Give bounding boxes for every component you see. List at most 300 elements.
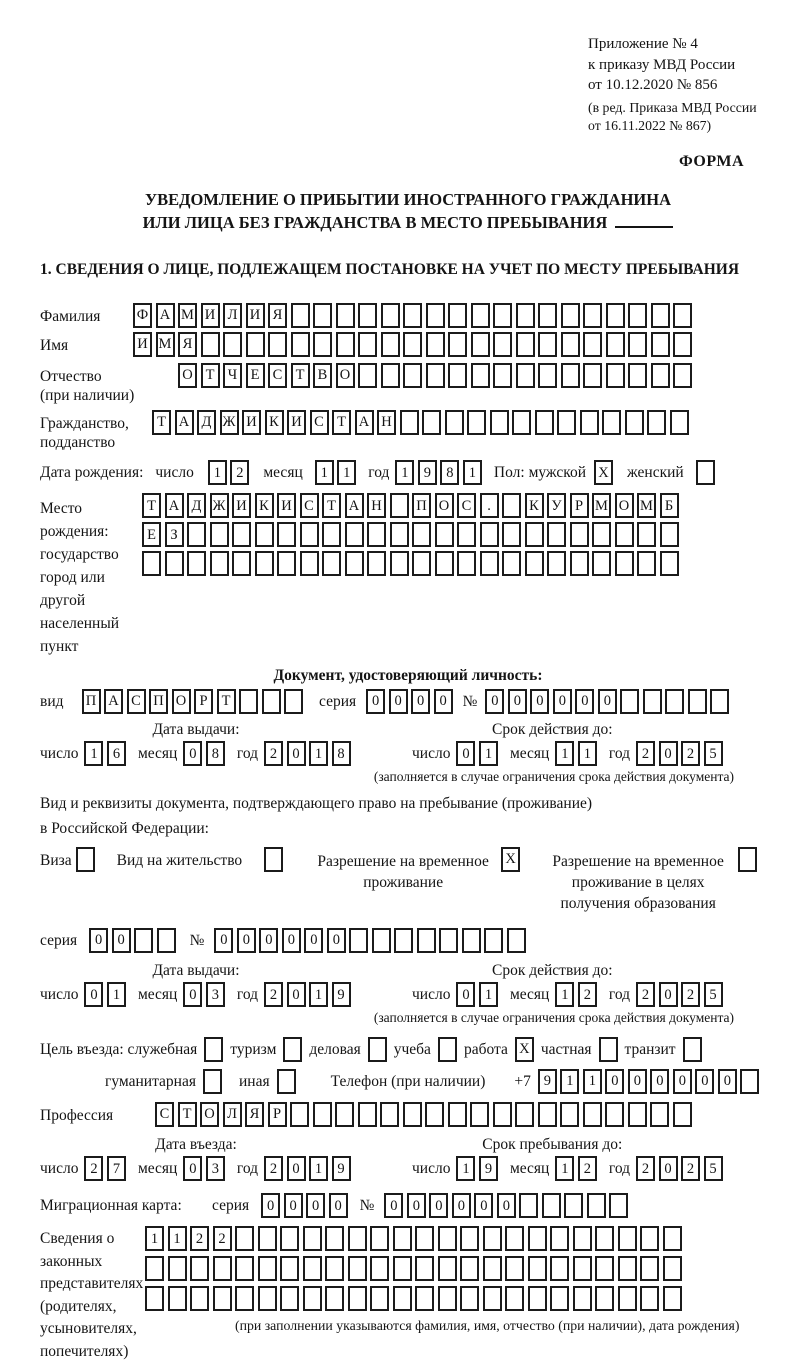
form-cell[interactable] bbox=[426, 363, 445, 388]
form-cell[interactable]: О bbox=[435, 493, 454, 518]
form-cell[interactable] bbox=[471, 363, 490, 388]
form-cell[interactable]: Р bbox=[268, 1102, 287, 1127]
form-cell[interactable] bbox=[438, 1037, 457, 1062]
form-cell[interactable]: 0 bbox=[112, 928, 131, 953]
form-cell[interactable] bbox=[538, 303, 557, 328]
purpose-transit-checkbox[interactable] bbox=[683, 1037, 702, 1062]
form-cell[interactable] bbox=[620, 689, 639, 714]
migration-series-cells[interactable] bbox=[261, 1193, 348, 1218]
form-cell[interactable] bbox=[258, 1226, 277, 1251]
residence-expiry-month[interactable] bbox=[555, 982, 597, 1007]
form-cell[interactable] bbox=[348, 1226, 367, 1251]
form-cell[interactable] bbox=[381, 303, 400, 328]
form-cell[interactable]: П bbox=[82, 689, 101, 714]
form-cell[interactable] bbox=[336, 303, 355, 328]
id-issue-month[interactable] bbox=[183, 741, 225, 766]
form-cell[interactable] bbox=[651, 303, 670, 328]
form-cell[interactable]: 1 bbox=[578, 741, 597, 766]
form-cell[interactable] bbox=[165, 551, 184, 576]
form-cell[interactable] bbox=[204, 1037, 223, 1062]
form-cell[interactable] bbox=[390, 522, 409, 547]
purpose-private-checkbox[interactable] bbox=[599, 1037, 618, 1062]
form-cell[interactable] bbox=[740, 1069, 759, 1094]
form-cell[interactable] bbox=[393, 1286, 412, 1311]
representatives-cells-2[interactable] bbox=[145, 1256, 739, 1281]
form-cell[interactable]: 0 bbox=[214, 928, 233, 953]
form-cell[interactable] bbox=[535, 410, 554, 435]
form-cell[interactable]: М bbox=[178, 303, 197, 328]
form-cell[interactable]: 5 bbox=[704, 1156, 723, 1181]
form-cell[interactable]: 0 bbox=[237, 928, 256, 953]
form-cell[interactable]: М bbox=[637, 493, 656, 518]
form-cell[interactable]: 0 bbox=[456, 741, 475, 766]
form-cell[interactable]: 1 bbox=[309, 982, 328, 1007]
form-cell[interactable] bbox=[484, 928, 503, 953]
form-cell[interactable]: Т bbox=[201, 363, 220, 388]
form-cell[interactable] bbox=[673, 363, 692, 388]
form-cell[interactable] bbox=[370, 1226, 389, 1251]
form-cell[interactable]: 0 bbox=[84, 982, 103, 1007]
form-cell[interactable]: 0 bbox=[282, 928, 301, 953]
form-cell[interactable]: 0 bbox=[434, 689, 453, 714]
form-cell[interactable] bbox=[628, 303, 647, 328]
form-cell[interactable] bbox=[268, 332, 287, 357]
form-cell[interactable] bbox=[640, 1286, 659, 1311]
form-cell[interactable] bbox=[76, 847, 95, 872]
form-cell[interactable]: И bbox=[246, 303, 265, 328]
form-cell[interactable] bbox=[493, 363, 512, 388]
form-cell[interactable]: Р bbox=[570, 493, 589, 518]
form-cell[interactable]: 0 bbox=[287, 982, 306, 1007]
form-cell[interactable] bbox=[381, 332, 400, 357]
form-cell[interactable]: 7 bbox=[107, 1156, 126, 1181]
form-cell[interactable]: С bbox=[457, 493, 476, 518]
form-cell[interactable] bbox=[618, 1256, 637, 1281]
residence-series-cells[interactable] bbox=[89, 928, 176, 953]
form-cell[interactable]: 5 bbox=[704, 982, 723, 1007]
form-cell[interactable] bbox=[412, 551, 431, 576]
purpose-tourism-checkbox[interactable] bbox=[283, 1037, 302, 1062]
form-cell[interactable] bbox=[367, 551, 386, 576]
form-cell[interactable]: 1 bbox=[479, 982, 498, 1007]
name-cells[interactable] bbox=[133, 332, 692, 357]
form-cell[interactable]: 0 bbox=[407, 1193, 426, 1218]
form-cell[interactable] bbox=[394, 928, 413, 953]
representatives-cells-3[interactable] bbox=[145, 1286, 739, 1311]
form-cell[interactable] bbox=[422, 410, 441, 435]
form-cell[interactable] bbox=[438, 1226, 457, 1251]
form-cell[interactable]: Н bbox=[377, 410, 396, 435]
form-cell[interactable] bbox=[313, 303, 332, 328]
form-cell[interactable] bbox=[688, 689, 707, 714]
form-cell[interactable]: С bbox=[155, 1102, 174, 1127]
form-cell[interactable]: О bbox=[336, 363, 355, 388]
form-cell[interactable]: И bbox=[277, 493, 296, 518]
form-cell[interactable] bbox=[609, 1193, 628, 1218]
form-cell[interactable] bbox=[448, 332, 467, 357]
form-cell[interactable] bbox=[542, 1193, 561, 1218]
form-cell[interactable]: 0 bbox=[389, 689, 408, 714]
form-cell[interactable] bbox=[358, 332, 377, 357]
form-cell[interactable]: 1 bbox=[84, 741, 103, 766]
form-cell[interactable] bbox=[570, 551, 589, 576]
form-cell[interactable] bbox=[370, 1256, 389, 1281]
form-cell[interactable]: 2 bbox=[190, 1226, 209, 1251]
id-doc-series-cells[interactable] bbox=[366, 689, 453, 714]
form-cell[interactable] bbox=[322, 522, 341, 547]
form-cell[interactable] bbox=[246, 332, 265, 357]
form-cell[interactable] bbox=[303, 1226, 322, 1251]
form-cell[interactable]: Т bbox=[291, 363, 310, 388]
form-cell[interactable]: И bbox=[201, 303, 220, 328]
migration-number-cells[interactable] bbox=[384, 1193, 628, 1218]
form-cell[interactable] bbox=[348, 1286, 367, 1311]
form-cell[interactable]: З bbox=[165, 522, 184, 547]
form-cell[interactable] bbox=[573, 1256, 592, 1281]
form-cell[interactable] bbox=[460, 1286, 479, 1311]
form-cell[interactable]: 0 bbox=[89, 928, 108, 953]
form-cell[interactable] bbox=[615, 551, 634, 576]
form-cell[interactable] bbox=[480, 522, 499, 547]
purpose-work-checkbox[interactable] bbox=[515, 1037, 534, 1062]
form-cell[interactable] bbox=[290, 1102, 309, 1127]
form-cell[interactable] bbox=[277, 551, 296, 576]
form-cell[interactable] bbox=[370, 1286, 389, 1311]
birth-place-cells-1[interactable] bbox=[142, 493, 679, 518]
form-cell[interactable] bbox=[403, 1102, 422, 1127]
form-cell[interactable] bbox=[380, 1102, 399, 1127]
form-cell[interactable] bbox=[358, 303, 377, 328]
form-cell[interactable]: 1 bbox=[315, 460, 334, 485]
form-cell[interactable] bbox=[223, 332, 242, 357]
form-cell[interactable]: О bbox=[178, 363, 197, 388]
form-cell[interactable] bbox=[570, 522, 589, 547]
form-cell[interactable]: 2 bbox=[681, 1156, 700, 1181]
form-cell[interactable] bbox=[435, 522, 454, 547]
form-cell[interactable] bbox=[528, 1286, 547, 1311]
residence-issue-day[interactable] bbox=[84, 982, 126, 1007]
form-cell[interactable]: 0 bbox=[259, 928, 278, 953]
form-cell[interactable] bbox=[493, 303, 512, 328]
form-cell[interactable] bbox=[325, 1286, 344, 1311]
form-cell[interactable] bbox=[368, 1037, 387, 1062]
birth-day-cells[interactable] bbox=[208, 460, 250, 485]
form-cell[interactable] bbox=[595, 1226, 614, 1251]
form-cell[interactable]: Я bbox=[245, 1102, 264, 1127]
form-cell[interactable] bbox=[618, 1286, 637, 1311]
form-cell[interactable] bbox=[235, 1226, 254, 1251]
form-cell[interactable]: 1 bbox=[168, 1226, 187, 1251]
id-doc-type-cells[interactable] bbox=[82, 689, 304, 714]
form-cell[interactable] bbox=[561, 332, 580, 357]
form-cell[interactable]: 1 bbox=[395, 460, 414, 485]
form-cell[interactable]: 0 bbox=[304, 928, 323, 953]
form-cell[interactable]: 0 bbox=[429, 1193, 448, 1218]
birth-year-cells[interactable] bbox=[395, 460, 482, 485]
stay-day[interactable] bbox=[456, 1156, 498, 1181]
form-cell[interactable]: 8 bbox=[332, 741, 351, 766]
form-cell[interactable]: 1 bbox=[337, 460, 356, 485]
form-cell[interactable]: 0 bbox=[474, 1193, 493, 1218]
form-cell[interactable] bbox=[595, 1256, 614, 1281]
form-cell[interactable] bbox=[435, 551, 454, 576]
form-cell[interactable] bbox=[448, 363, 467, 388]
form-cell[interactable] bbox=[483, 1286, 502, 1311]
form-cell[interactable] bbox=[426, 303, 445, 328]
form-cell[interactable] bbox=[258, 1286, 277, 1311]
form-cell[interactable] bbox=[606, 363, 625, 388]
form-cell[interactable]: И bbox=[232, 493, 251, 518]
form-cell[interactable] bbox=[515, 1102, 534, 1127]
entry-year[interactable] bbox=[264, 1156, 351, 1181]
form-cell[interactable] bbox=[660, 522, 679, 547]
form-cell[interactable]: А bbox=[156, 303, 175, 328]
form-cell[interactable]: Т bbox=[178, 1102, 197, 1127]
form-cell[interactable] bbox=[303, 1286, 322, 1311]
form-cell[interactable] bbox=[628, 1102, 647, 1127]
form-cell[interactable] bbox=[448, 1102, 467, 1127]
form-cell[interactable] bbox=[439, 928, 458, 953]
form-cell[interactable] bbox=[426, 332, 445, 357]
visa-checkbox[interactable] bbox=[76, 847, 95, 872]
form-cell[interactable]: Е bbox=[142, 522, 161, 547]
purpose-other-checkbox[interactable] bbox=[277, 1069, 296, 1094]
form-cell[interactable] bbox=[313, 332, 332, 357]
form-cell[interactable]: 0 bbox=[659, 1156, 678, 1181]
form-cell[interactable] bbox=[372, 928, 391, 953]
form-cell[interactable] bbox=[400, 410, 419, 435]
form-cell[interactable] bbox=[561, 303, 580, 328]
form-cell[interactable] bbox=[457, 551, 476, 576]
form-cell[interactable]: П bbox=[149, 689, 168, 714]
form-cell[interactable] bbox=[583, 303, 602, 328]
form-cell[interactable]: У bbox=[547, 493, 566, 518]
form-cell[interactable] bbox=[696, 460, 715, 485]
purpose-humanitarian-checkbox[interactable] bbox=[203, 1069, 222, 1094]
form-cell[interactable]: 1 bbox=[309, 741, 328, 766]
residence-number-cells[interactable] bbox=[214, 928, 526, 953]
form-cell[interactable] bbox=[547, 551, 566, 576]
form-cell[interactable]: 1 bbox=[560, 1069, 579, 1094]
form-cell[interactable] bbox=[277, 1069, 296, 1094]
form-cell[interactable] bbox=[168, 1286, 187, 1311]
form-cell[interactable]: 2 bbox=[636, 741, 655, 766]
form-cell[interactable] bbox=[335, 1102, 354, 1127]
id-expiry-year[interactable] bbox=[636, 741, 723, 766]
form-cell[interactable] bbox=[358, 363, 377, 388]
form-cell[interactable]: 0 bbox=[598, 689, 617, 714]
form-cell[interactable]: 1 bbox=[309, 1156, 328, 1181]
purpose-study-checkbox[interactable] bbox=[438, 1037, 457, 1062]
birth-place-cells-2[interactable] bbox=[142, 522, 679, 547]
form-cell[interactable] bbox=[738, 847, 757, 872]
form-cell[interactable] bbox=[519, 1193, 538, 1218]
form-cell[interactable] bbox=[262, 689, 281, 714]
form-cell[interactable]: Е bbox=[246, 363, 265, 388]
form-cell[interactable] bbox=[280, 1286, 299, 1311]
form-cell[interactable]: Л bbox=[223, 1102, 242, 1127]
sex-female-checkbox[interactable] bbox=[696, 460, 715, 485]
form-cell[interactable]: 0 bbox=[659, 741, 678, 766]
form-cell[interactable]: 0 bbox=[284, 1193, 303, 1218]
form-cell[interactable]: К bbox=[265, 410, 284, 435]
form-cell[interactable] bbox=[322, 551, 341, 576]
purpose-business-checkbox[interactable] bbox=[368, 1037, 387, 1062]
form-cell[interactable] bbox=[625, 410, 644, 435]
purpose-business-trip-checkbox[interactable] bbox=[204, 1037, 223, 1062]
form-cell[interactable] bbox=[640, 1256, 659, 1281]
form-cell[interactable]: 2 bbox=[636, 982, 655, 1007]
form-cell[interactable] bbox=[505, 1226, 524, 1251]
form-cell[interactable]: 2 bbox=[578, 1156, 597, 1181]
form-cell[interactable] bbox=[650, 1102, 669, 1127]
form-cell[interactable] bbox=[490, 410, 509, 435]
form-cell[interactable] bbox=[683, 1037, 702, 1062]
form-cell[interactable] bbox=[345, 522, 364, 547]
form-cell[interactable] bbox=[525, 551, 544, 576]
form-cell[interactable] bbox=[663, 1256, 682, 1281]
form-cell[interactable]: 2 bbox=[681, 982, 700, 1007]
form-cell[interactable] bbox=[168, 1256, 187, 1281]
form-cell[interactable]: 1 bbox=[107, 982, 126, 1007]
form-cell[interactable] bbox=[460, 1256, 479, 1281]
form-cell[interactable] bbox=[583, 363, 602, 388]
form-cell[interactable] bbox=[201, 332, 220, 357]
form-cell[interactable] bbox=[325, 1256, 344, 1281]
form-cell[interactable]: 0 bbox=[366, 689, 385, 714]
form-cell[interactable] bbox=[462, 928, 481, 953]
form-cell[interactable]: Д bbox=[197, 410, 216, 435]
form-cell[interactable]: Т bbox=[322, 493, 341, 518]
form-cell[interactable]: 1 bbox=[555, 1156, 574, 1181]
form-cell[interactable] bbox=[538, 363, 557, 388]
form-cell[interactable] bbox=[502, 522, 521, 547]
form-cell[interactable] bbox=[415, 1286, 434, 1311]
form-cell[interactable] bbox=[325, 1226, 344, 1251]
form-cell[interactable] bbox=[190, 1256, 209, 1281]
form-cell[interactable] bbox=[647, 410, 666, 435]
form-cell[interactable] bbox=[493, 1102, 512, 1127]
form-cell[interactable]: Я bbox=[178, 332, 197, 357]
form-cell[interactable]: 1 bbox=[479, 741, 498, 766]
form-cell[interactable] bbox=[602, 410, 621, 435]
form-cell[interactable]: 9 bbox=[332, 1156, 351, 1181]
surname-cells[interactable] bbox=[133, 303, 692, 328]
form-cell[interactable]: Т bbox=[217, 689, 236, 714]
form-cell[interactable]: В bbox=[313, 363, 332, 388]
form-cell[interactable]: Д bbox=[187, 493, 206, 518]
form-cell[interactable]: И bbox=[133, 332, 152, 357]
form-cell[interactable] bbox=[280, 1256, 299, 1281]
form-cell[interactable] bbox=[606, 332, 625, 357]
form-cell[interactable] bbox=[300, 551, 319, 576]
form-cell[interactable]: 0 bbox=[575, 689, 594, 714]
form-cell[interactable] bbox=[483, 1226, 502, 1251]
form-cell[interactable] bbox=[300, 522, 319, 547]
form-cell[interactable] bbox=[483, 1256, 502, 1281]
form-cell[interactable]: К bbox=[255, 493, 274, 518]
form-cell[interactable]: Б bbox=[660, 493, 679, 518]
form-cell[interactable] bbox=[502, 493, 521, 518]
form-cell[interactable] bbox=[403, 363, 422, 388]
form-cell[interactable] bbox=[415, 1226, 434, 1251]
form-cell[interactable] bbox=[493, 332, 512, 357]
form-cell[interactable] bbox=[336, 332, 355, 357]
form-cell[interactable]: О bbox=[615, 493, 634, 518]
form-cell[interactable] bbox=[187, 522, 206, 547]
form-cell[interactable] bbox=[157, 928, 176, 953]
form-cell[interactable]: А bbox=[345, 493, 364, 518]
form-cell[interactable] bbox=[564, 1193, 583, 1218]
form-cell[interactable]: 2 bbox=[264, 741, 283, 766]
form-cell[interactable] bbox=[516, 332, 535, 357]
form-cell[interactable]: Ф bbox=[133, 303, 152, 328]
form-cell[interactable]: 2 bbox=[636, 1156, 655, 1181]
form-cell[interactable] bbox=[528, 1226, 547, 1251]
form-cell[interactable] bbox=[349, 928, 368, 953]
form-cell[interactable]: Т bbox=[332, 410, 351, 435]
form-cell[interactable] bbox=[280, 1226, 299, 1251]
form-cell[interactable] bbox=[516, 363, 535, 388]
form-cell[interactable] bbox=[637, 551, 656, 576]
form-cell[interactable] bbox=[480, 551, 499, 576]
form-cell[interactable]: 1 bbox=[208, 460, 227, 485]
form-cell[interactable] bbox=[550, 1226, 569, 1251]
form-cell[interactable]: 2 bbox=[264, 1156, 283, 1181]
form-cell[interactable] bbox=[264, 847, 283, 872]
form-cell[interactable]: Р bbox=[194, 689, 213, 714]
form-cell[interactable]: 8 bbox=[206, 741, 225, 766]
form-cell[interactable] bbox=[538, 1102, 557, 1127]
form-cell[interactable] bbox=[615, 522, 634, 547]
form-cell[interactable] bbox=[673, 303, 692, 328]
form-cell[interactable] bbox=[512, 410, 531, 435]
form-cell[interactable] bbox=[663, 1286, 682, 1311]
form-cell[interactable]: Т bbox=[142, 493, 161, 518]
form-cell[interactable]: 0 bbox=[287, 741, 306, 766]
form-cell[interactable]: X bbox=[594, 460, 613, 485]
form-cell[interactable] bbox=[467, 410, 486, 435]
form-cell[interactable] bbox=[505, 1256, 524, 1281]
form-cell[interactable]: X bbox=[515, 1037, 534, 1062]
form-cell[interactable] bbox=[471, 332, 490, 357]
residence-expiry-year[interactable] bbox=[636, 982, 723, 1007]
form-cell[interactable] bbox=[239, 689, 258, 714]
residence-permit-checkbox[interactable] bbox=[264, 847, 283, 872]
form-cell[interactable] bbox=[606, 303, 625, 328]
form-cell[interactable] bbox=[438, 1286, 457, 1311]
profession-cells[interactable] bbox=[155, 1102, 692, 1127]
form-cell[interactable] bbox=[213, 1286, 232, 1311]
form-cell[interactable]: 2 bbox=[264, 982, 283, 1007]
form-cell[interactable] bbox=[457, 522, 476, 547]
stay-year[interactable] bbox=[636, 1156, 723, 1181]
form-cell[interactable]: 9 bbox=[538, 1069, 557, 1094]
form-cell[interactable] bbox=[592, 522, 611, 547]
form-cell[interactable]: 0 bbox=[183, 741, 202, 766]
citizenship-cells[interactable] bbox=[152, 410, 689, 435]
form-cell[interactable]: О bbox=[200, 1102, 219, 1127]
form-cell[interactable]: К bbox=[525, 493, 544, 518]
form-cell[interactable] bbox=[291, 332, 310, 357]
form-cell[interactable] bbox=[235, 1286, 254, 1311]
form-cell[interactable]: И bbox=[287, 410, 306, 435]
form-cell[interactable] bbox=[583, 332, 602, 357]
form-cell[interactable]: А bbox=[165, 493, 184, 518]
form-cell[interactable]: . bbox=[480, 493, 499, 518]
form-cell[interactable]: А bbox=[175, 410, 194, 435]
form-cell[interactable]: 2 bbox=[681, 741, 700, 766]
